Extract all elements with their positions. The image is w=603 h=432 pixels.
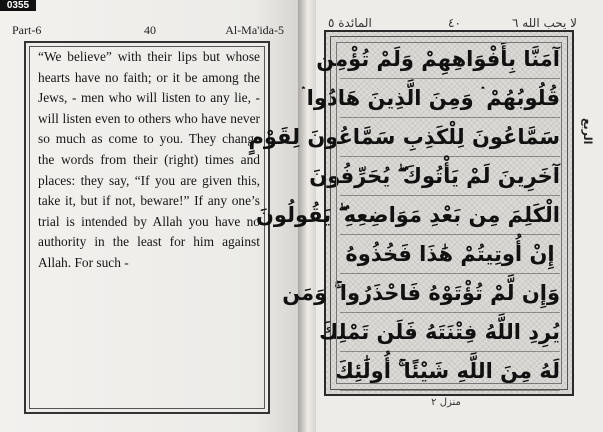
- arabic-line: قُلُوبُهُمْ ۛ وَمِنَ الَّذِينَ هَادُوا ۛ: [340, 79, 560, 118]
- juz-header: لا يحب الله ٦: [511, 16, 577, 30]
- scan-id-label: 0355: [0, 0, 36, 11]
- left-page: [0, 0, 298, 432]
- arabic-line: وَإِن لَّمْ تُؤْتَوْهُ فَاحْذَرُوا ۚ وَمَن: [340, 274, 560, 313]
- arabic-text-frame: [248, 30, 574, 396]
- translation-text: “We believe” with their lips but whose hearts have no faith; or it be among the Jews, - men who will listen to any lie, - will listen even to others who have never so much as come to you. They change the words from their (right) times and places: they say, “If you are given this, take it, but if not, beware!” If any one’s trial is intended by Allah you have no authority in the least for him against Allah. For such -: [38, 49, 260, 270]
- arabic-line: لَهُ مِنَ اللَّهِ شَيْئًا ۚ أُولَٰئِكَ: [340, 352, 560, 391]
- arabic-line: إِنْ أُوتِيتُمْ هَٰذَا فَخُذُوهُ: [340, 235, 560, 274]
- left-page-header: [12, 23, 284, 37]
- manzil-footer: منزل ٢: [431, 397, 461, 408]
- arabic-line: يُرِدِ اللَّهُ فِتْنَتَهُ فَلَن تَمْلِكَ: [340, 313, 560, 352]
- part-label: Part-6: [12, 23, 42, 37]
- page-number: 40: [144, 23, 156, 37]
- surah-label: Al-Ma'ida-5: [225, 23, 284, 37]
- arabic-line: آمَنَّا بِأَفْوَاهِهِمْ وَلَمْ تُؤْمِن: [340, 40, 560, 79]
- arabic-line: آخَرِينَ لَمْ يَأْتُوكَ ۖ يُحَرِّفُونَ: [340, 157, 560, 196]
- arabic-surah-header: المائدة ٥: [328, 16, 372, 30]
- arabic-lines: [248, 40, 560, 391]
- arabic-page-number: ٤٠: [448, 16, 461, 30]
- arabic-line: الْكَلِمَ مِن بَعْدِ مَوَاضِعِهِ ۖ يَقُولُونَ: [340, 196, 560, 235]
- arabic-line: سَمَّاعُونَ لِلْكَذِبِ سَمَّاعُونَ لِقَوْمٍ: [340, 118, 560, 157]
- rub-margin-note: الربع: [581, 117, 594, 144]
